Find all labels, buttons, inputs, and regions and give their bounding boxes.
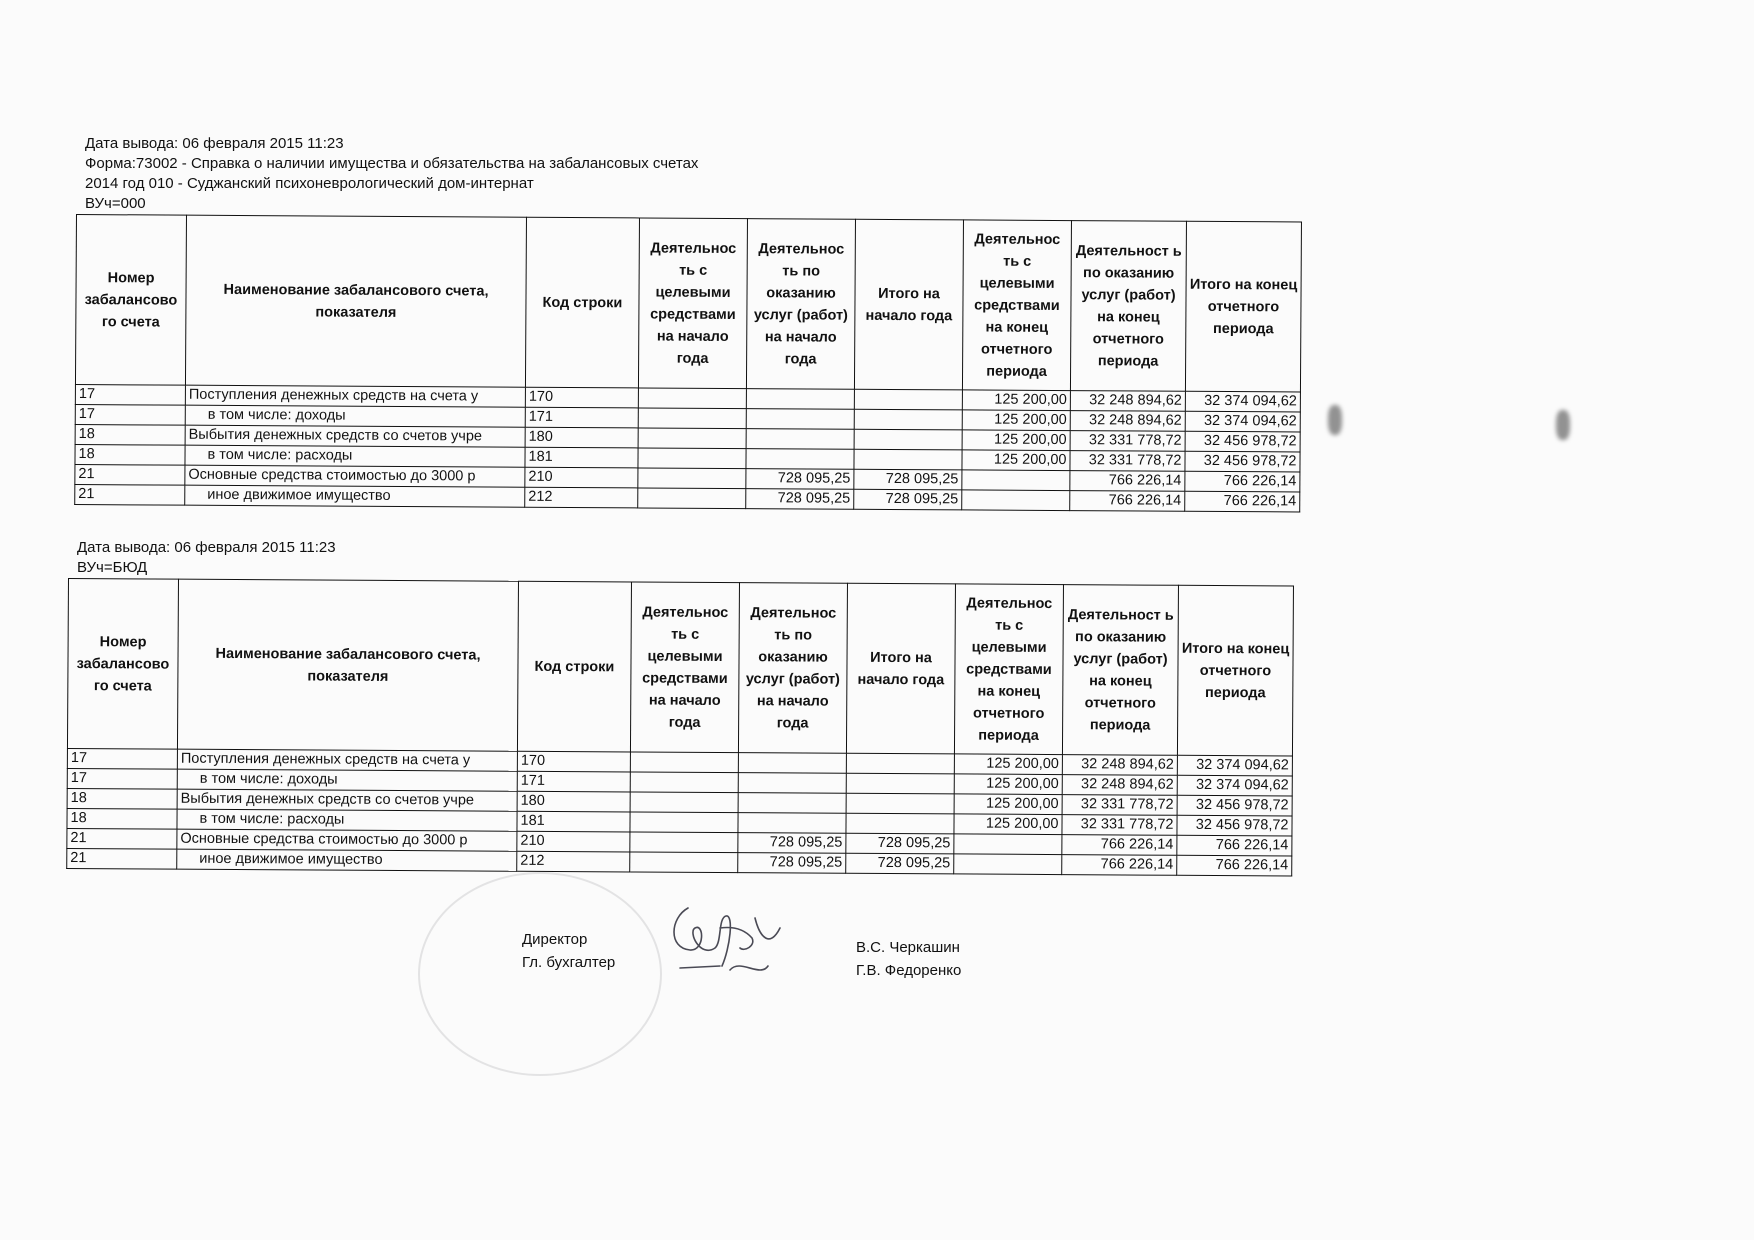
offbalance-table-2 [66,578,1294,876]
cell-code: 180 [517,791,630,812]
cell-value: 728 095,25 [746,489,854,510]
cell-value: 728 095,25 [846,833,954,854]
cell-name: Основные средства стоимостью до 3000 р [177,829,517,851]
official-stamp [418,872,662,1076]
col-account-number: Номер забалансово го счета [75,215,186,386]
cell-value: 728 095,25 [846,853,954,874]
col-total-end: Итого на конец отчетного периода [1177,585,1293,756]
handwritten-signature [660,888,810,988]
cell-value: 32 456 978,72 [1185,431,1300,452]
cell-value [638,408,746,429]
col-targeted-end: Деятельнос ть с целевыми средствами на конец отчетного периода [962,220,1071,391]
cell-value [630,772,738,793]
cell-value [962,470,1070,491]
director-name: В.С. Черкашин [856,939,960,956]
director-title: Директор [522,931,588,948]
cell-value: 32 331 778,72 [1070,431,1185,452]
cell-code: 181 [517,811,630,832]
cell-name: в том числе: расходы [177,809,517,831]
col-targeted-end: Деятельнос ть с целевыми средствами на конец отчетного периода [954,584,1063,755]
cell-account: 18 [75,424,185,445]
cell-value [630,852,738,873]
cell-value [738,753,846,774]
cell-value: 766 226,14 [1062,835,1177,856]
cell-value [954,834,1062,855]
col-total-start: Итого на начало года [846,583,955,754]
cell-value: 32 374 094,62 [1177,775,1292,796]
cell-value [638,428,746,449]
signature-names [856,936,961,982]
cell-value: 766 226,14 [1062,855,1177,876]
cell-name: Поступления денежных средств на счета у [185,385,525,407]
cell-code: 210 [525,467,638,488]
cell-value: 766 226,14 [1070,491,1185,512]
cell-value [746,449,854,470]
cell-value [630,812,738,833]
cell-code: 170 [525,387,638,408]
cell-value [638,388,746,409]
cell-value [746,429,854,450]
scan-speck [1556,410,1570,440]
cell-value: 125 200,00 [954,754,1062,775]
cell-value: 32 248 894,62 [1070,391,1185,412]
cell-value: 766 226,14 [1177,835,1292,856]
col-services-start: Деятельнос ть по оказанию услуг (работ) на начало года [738,583,847,754]
col-line-code: Код строки [517,581,631,752]
cell-name: Выбытия денежных средств со счетов учре [177,789,517,811]
cell-value: 32 331 778,72 [1070,451,1185,472]
report-header-1 [85,134,698,214]
cell-value: 728 095,25 [854,489,962,510]
cell-value: 766 226,14 [1177,855,1292,876]
cell-value: 32 374 094,62 [1177,755,1292,776]
offbalance-table-1 [74,214,1302,512]
cell-value: 32 374 094,62 [1185,411,1300,432]
cell-code: 212 [525,487,638,508]
cell-value [638,468,746,489]
cell-account: 18 [75,444,185,465]
cell-name: Выбытия денежных средств со счетов учре [185,425,525,447]
cell-value: 32 248 894,62 [1062,775,1177,796]
cell-value: 32 248 894,62 [1070,411,1185,432]
output-date: Дата вывода: 06 февраля 2015 11:23 [77,539,336,556]
cell-value [738,793,846,814]
cell-value: 728 095,25 [746,469,854,490]
cell-value [638,488,746,509]
cell-value: 125 200,00 [962,390,1070,411]
cell-value [630,792,738,813]
cell-code: 181 [525,447,638,468]
cell-code: 180 [525,427,638,448]
cell-value: 32 456 978,72 [1177,795,1292,816]
cell-value [630,752,738,773]
cell-account: 17 [67,748,177,769]
cell-value [638,448,746,469]
col-account-name: Наименование забалансового счета, показателя [185,215,526,387]
cell-name: иное движимое имущество [177,849,517,871]
table-header-row [67,579,1293,756]
table-header-row [75,215,1301,392]
cell-value [846,773,954,794]
cell-account: 17 [75,404,185,425]
cell-code: 171 [517,771,630,792]
cell-value [854,449,962,470]
cell-account: 17 [75,384,185,405]
cell-name: в том числе: доходы [185,405,525,427]
cell-value [854,389,962,410]
col-total-start: Итого на начало года [854,219,963,390]
cell-name: в том числе: расходы [185,445,525,467]
cell-name: в том числе: доходы [177,769,517,791]
cell-value: 125 200,00 [954,794,1062,815]
cell-value: 32 331 778,72 [1062,815,1177,836]
form-title: Форма:73002 - Справка о наличии имущества и обязательства на забалансовых счетах [85,155,699,172]
cell-code: 170 [517,751,630,772]
cell-value: 32 331 778,72 [1062,795,1177,816]
cell-value [962,490,1070,511]
cell-account: 18 [67,788,177,809]
cell-value: 32 248 894,62 [1062,755,1177,776]
scan-speck [1328,405,1342,435]
cell-value: 728 095,25 [738,833,846,854]
cell-account: 21 [67,828,177,849]
cell-code: 171 [525,407,638,428]
report-header-2 [77,538,336,578]
cell-name: Основные средства стоимостью до 3000 р [185,465,525,487]
cell-value: 125 200,00 [962,430,1070,451]
organization-line: 2014 год 010 - Суджанский психоневрологический дом-интернат [85,175,534,192]
cell-value [738,773,846,794]
cell-value: 125 200,00 [962,410,1070,431]
col-targeted-start: Деятельнос ть с целевыми средствами на начало года [630,582,739,753]
col-account-name: Наименование забалансового счета, показателя [177,579,518,751]
cell-value: 32 456 978,72 [1177,815,1292,836]
cell-value: 766 226,14 [1070,471,1185,492]
cell-value [954,854,1062,875]
output-date: Дата вывода: 06 февраля 2015 11:23 [85,135,344,152]
cell-value: 125 200,00 [954,814,1062,835]
cell-name: Поступления денежных средств на счета у [177,749,517,771]
cell-account: 21 [75,484,185,505]
cell-value: 728 095,25 [854,469,962,490]
cell-value [630,832,738,853]
cell-value: 728 095,25 [738,853,846,874]
cell-value: 766 226,14 [1185,491,1300,512]
cell-account: 18 [67,808,177,829]
cell-value [746,389,854,410]
vuch-line: ВУч=БЮД [77,559,148,576]
vuch-line: ВУч=000 [85,195,146,212]
cell-code: 210 [517,831,630,852]
col-services-start: Деятельнос ть по оказанию услуг (работ) на начало года [746,219,855,390]
cell-value: 125 200,00 [962,450,1070,471]
cell-value [846,753,954,774]
cell-value [854,409,962,430]
cell-code: 212 [517,851,630,872]
cell-account: 17 [67,768,177,789]
col-line-code: Код строки [525,217,639,388]
cell-value: 125 200,00 [954,774,1062,795]
cell-value [846,793,954,814]
cell-value: 32 374 094,62 [1185,391,1300,412]
accountant-title: Гл. бухгалтер [522,954,616,971]
col-total-end: Итого на конец отчетного периода [1185,221,1301,392]
col-account-number: Номер забалансово го счета [67,579,178,750]
accountant-name: Г.В. Федоренко [856,962,962,979]
signature-titles [522,928,615,974]
cell-value: 32 456 978,72 [1185,451,1300,472]
col-services-end: Деятельност ь по оказанию услуг (работ) на конец отчетного периода [1070,221,1186,392]
cell-account: 21 [75,464,185,485]
cell-value [854,429,962,450]
cell-value [746,409,854,430]
cell-value [846,813,954,834]
cell-name: иное движимое имущество [185,485,525,507]
col-services-end: Деятельност ь по оказанию услуг (работ) на конец отчетного периода [1062,585,1178,756]
col-targeted-start: Деятельнос ть с целевыми средствами на начало года [638,218,747,389]
cell-account: 21 [67,848,177,869]
cell-value [738,813,846,834]
cell-value: 766 226,14 [1185,471,1300,492]
